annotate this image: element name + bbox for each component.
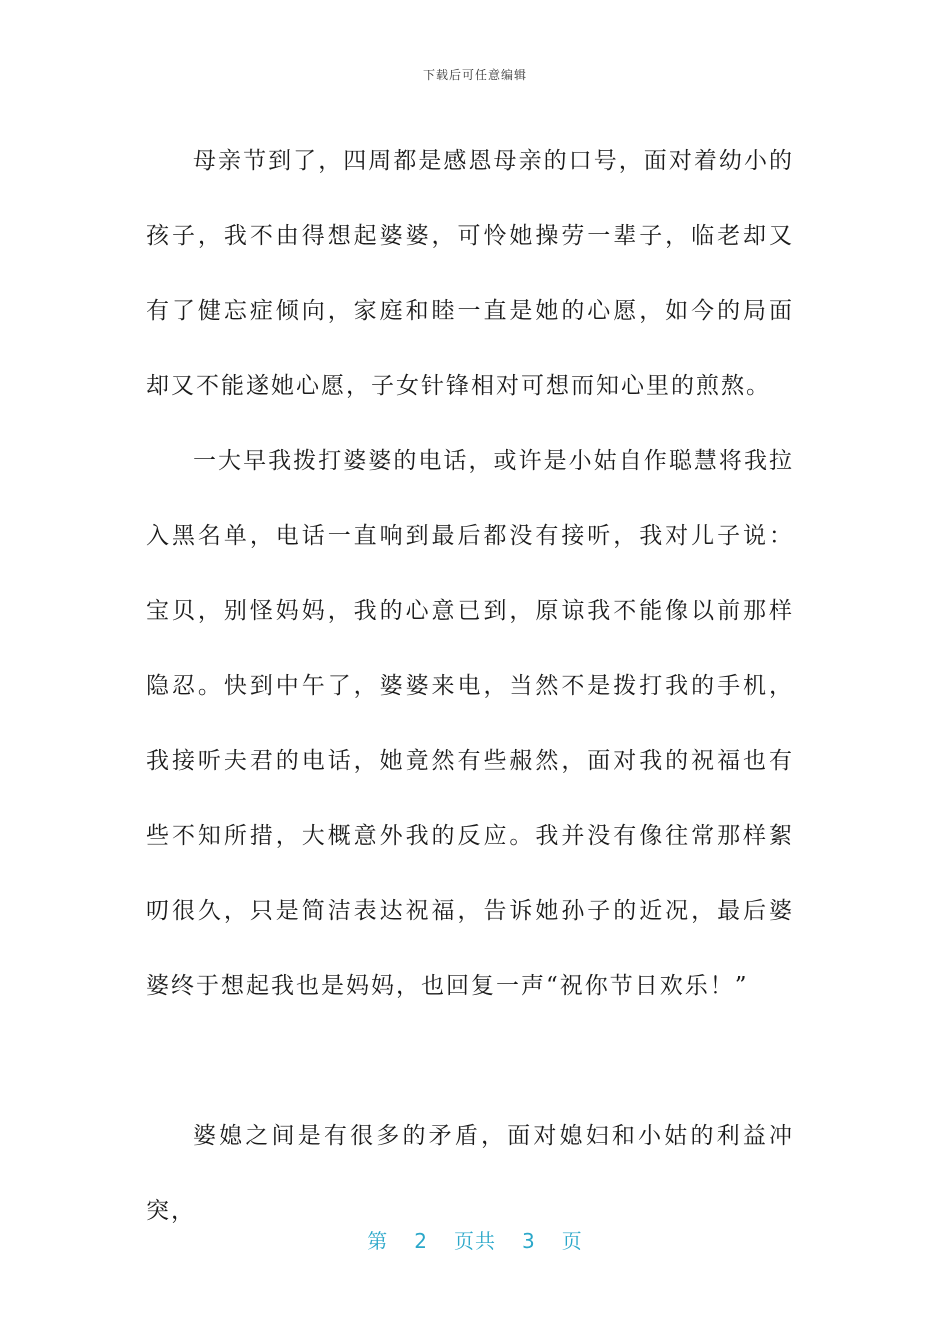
paragraph-3: 婆媳之间是有很多的矛盾，面对媳妇和小姑的利益冲突， [146,1123,794,1224]
paragraph-2: 一大早我拨打婆婆的电话，或许是小姑自作聪慧将我拉入黑名单，电话一直响到最后都没有接听，我对儿子说：宝贝，别怪妈妈，我的心意已到，原谅我不能像以前那样隐忍。快到中午了，婆婆来电，当然不是拨打我的手机，我接听夫君的电话，她竟然有些赧然，面对我的祝福也有些不知所措，大概意外我的反应。我并没有像往常那样絮叨很久，只是简洁表达祝福，告诉她孙子的近况，最后婆婆终于想起我也是妈妈，也回复一声“祝你节日欢乐！” [146,448,794,999]
header-note: 下载后可任意编辑 [422,68,527,82]
footer-middle: 页共 [454,1229,496,1253]
paragraph-spacer [146,1024,794,1099]
footer-prefix: 第 [367,1229,389,1253]
footer-suffix: 页 [561,1229,583,1253]
footer-page-number: 2 [414,1229,428,1253]
paragraph-1: 母亲节到了，四周都是感恩母亲的口号，面对着幼小的孩子，我不由得想起婆婆，可怜她操劳一辈子，临老却又有了健忘症倾向，家庭和睦一直是她的心愿，如今的局面却又不能遂她心愿，子女针锋相对可想而知心里的煎熬。 [146,148,794,399]
page-footer [0,1225,950,1254]
document-body [146,124,794,1249]
footer-total-pages: 3 [522,1229,536,1253]
